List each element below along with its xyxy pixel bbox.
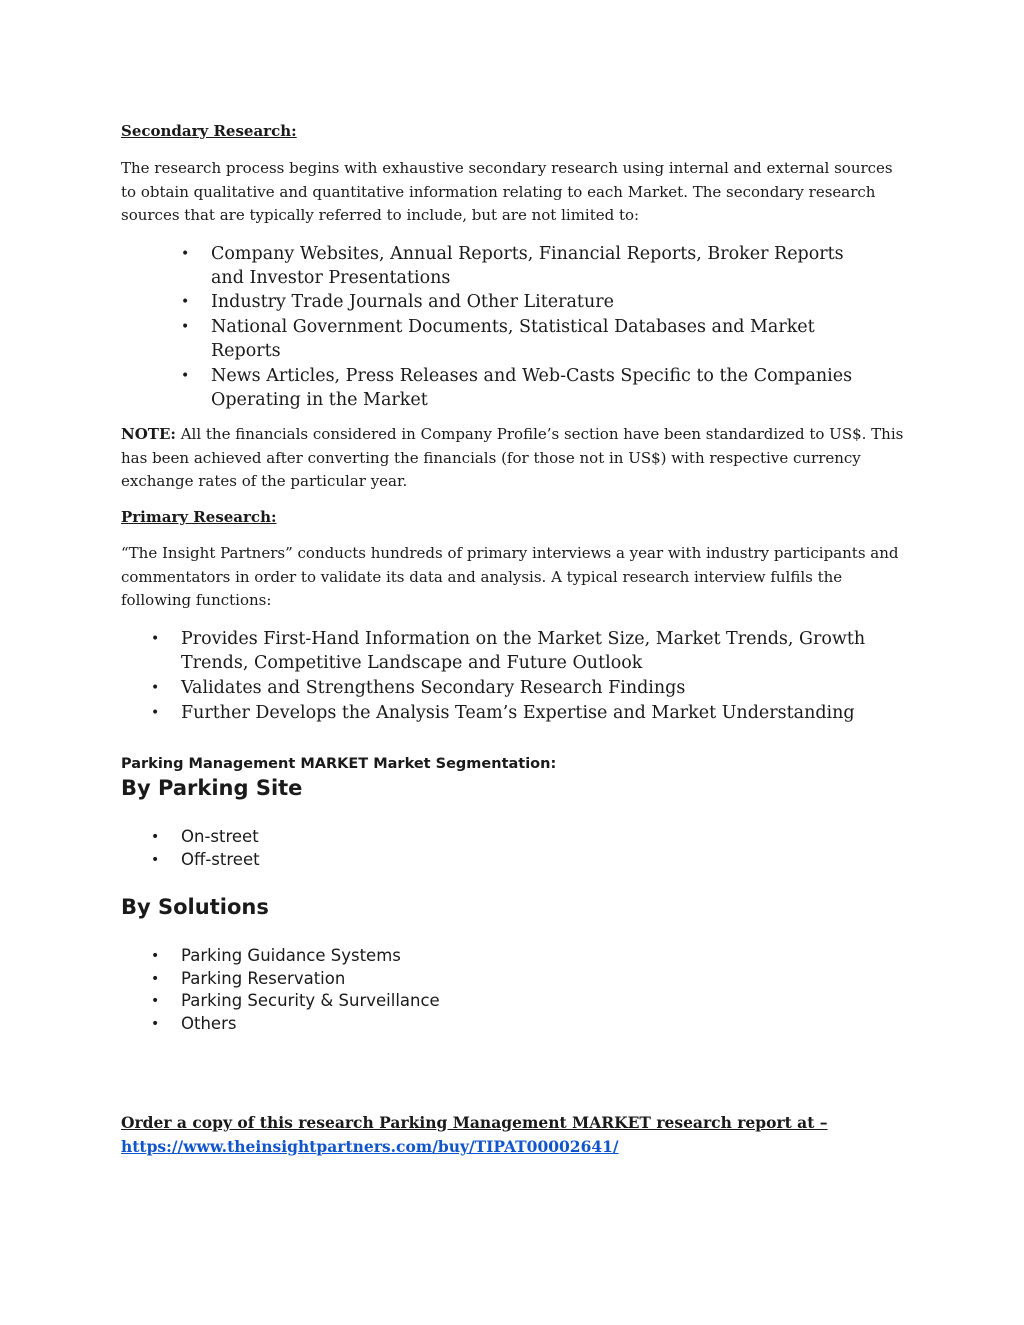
primary-research-intro: “The Insight Partners” conducts hundreds of primary interviews a year with industry participants and commentators in order to validate its data and analysis. A typical research interview fulfils the following functions: — [121, 544, 899, 609]
list-item: • Industry Trade Journals and Other Literature — [181, 292, 614, 312]
secondary-research-intro: The research process begins with exhaustive secondary research using internal and external sources to obtain qualitative and quantitative information relating to each Market. The secondary research sources that are typically referred to include, but are not limited to: — [121, 159, 893, 224]
by-parking-site-heading: By Parking Site — [121, 776, 303, 800]
list-item: • Further Develops the Analysis Team’s Expertise and Market Understanding — [151, 703, 855, 723]
order-text: Order a copy of this research Parking Management MARKET research report at – — [121, 1113, 828, 1132]
primary-functions-list — [151, 627, 916, 725]
note-paragraph — [121, 423, 906, 494]
list-item: • Others — [181, 1013, 781, 1036]
list-item: • Validates and Strengthens Secondary Research Findings — [151, 678, 686, 698]
bullet-icon: • — [151, 851, 160, 868]
parking-site-list — [151, 826, 781, 871]
order-link[interactable]: https://www.theinsightpartners.com/buy/TIPAT00002641/ — [121, 1137, 619, 1156]
list-item: • Parking Security & Surveillance — [181, 990, 781, 1013]
bullet-icon: • — [151, 993, 160, 1009]
bullet-icon: • — [181, 246, 190, 262]
bullet-icon: • — [181, 368, 190, 384]
list-item: • Company Websites, Annual Reports, Financial Reports, Broker Reports and Investor Presentations — [181, 244, 844, 288]
bullet-icon: • — [151, 680, 160, 696]
list-item: • National Government Documents, Statistical Databases and Market Reports — [181, 317, 815, 361]
solutions-list — [151, 945, 781, 1035]
segmentation-title: Parking Management MARKET Market Segmentation: — [121, 756, 557, 772]
list-item: • Off-street — [181, 849, 781, 872]
list-item: • Parking Reservation — [181, 968, 781, 991]
by-solutions-heading: By Solutions — [121, 895, 269, 919]
bullet-icon: • — [151, 705, 160, 721]
bullet-icon: • — [151, 829, 160, 845]
bullet-icon: • — [181, 294, 190, 310]
bullet-icon: • — [151, 631, 160, 647]
secondary-research-heading: Secondary Research: — [121, 122, 297, 140]
bullet-icon: • — [151, 970, 160, 987]
note-text: All the financials considered in Company Profile’s section have been standardized to US$. This has been achieved after converting the financials (for those not in US$) with respective currency exchange rates of the particular year. — [121, 425, 904, 490]
list-item: • Parking Guidance Systems — [181, 945, 781, 968]
bullet-icon: • — [151, 948, 160, 964]
list-item: • News Articles, Press Releases and Web-Casts Specific to the Companies Operating in the Market — [181, 366, 853, 410]
bullet-icon: • — [181, 319, 190, 335]
secondary-sources-list — [181, 242, 871, 412]
list-item: • Provides First-Hand Information on the Market Size, Market Trends, Growth Trends, Competitive Landscape and Future Outlook — [151, 629, 866, 673]
bullet-icon: • — [151, 1015, 160, 1032]
list-item: • On-street — [181, 826, 781, 849]
primary-research-heading: Primary Research: — [121, 508, 277, 526]
note-label: NOTE: — [121, 425, 176, 443]
